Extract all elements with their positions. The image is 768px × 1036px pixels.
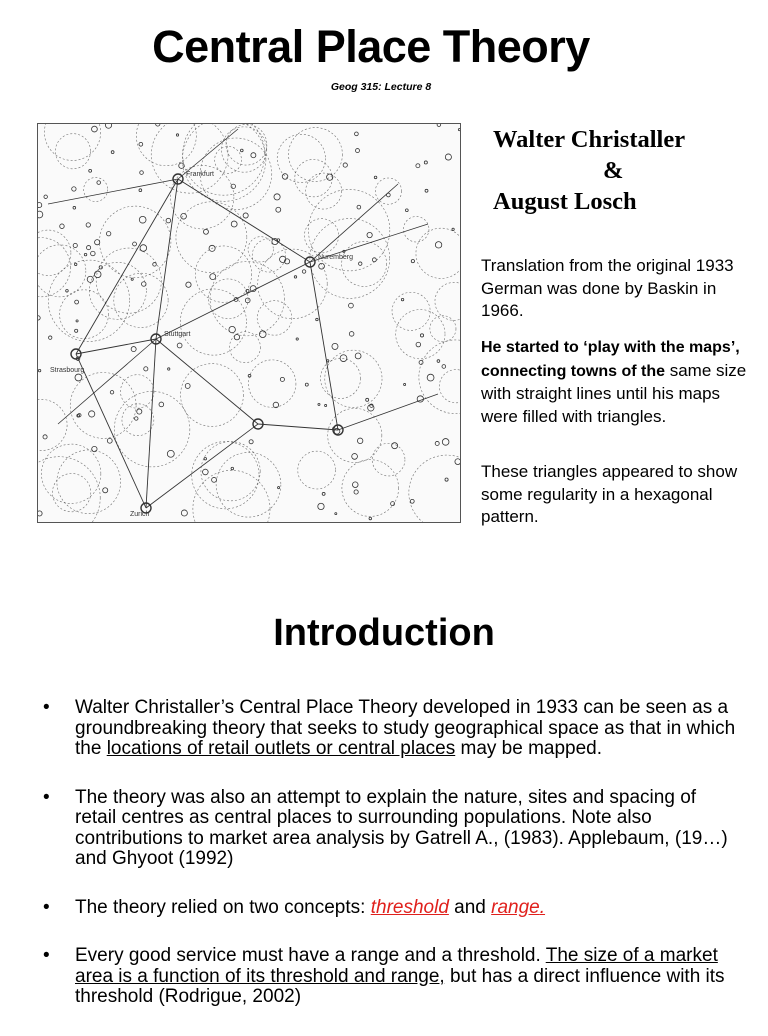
town-marker	[354, 490, 358, 494]
town-marker	[66, 290, 69, 293]
lecture-subtitle: Geog 315: Lecture 8	[330, 81, 432, 93]
ampersand: &	[603, 157, 624, 184]
town-marker	[343, 163, 347, 167]
bullet-symbol: •	[43, 945, 50, 966]
town-marker	[176, 134, 178, 136]
bullet-4-text: Every good service must have a range and a threshold.	[75, 945, 546, 966]
town-marker	[455, 459, 460, 465]
market-area-ring	[325, 350, 382, 407]
town-marker	[141, 282, 146, 287]
town-marker	[452, 228, 454, 230]
market-area-ring	[52, 473, 90, 511]
bullet-symbol: •	[43, 786, 50, 808]
town-marker	[86, 223, 90, 227]
town-marker	[372, 258, 376, 262]
map-city-label: Nuremberg	[318, 254, 354, 261]
town-marker	[73, 206, 76, 209]
town-marker	[212, 477, 217, 482]
town-marker	[318, 403, 320, 405]
map-city-label: Frankfurt	[186, 171, 215, 178]
town-marker	[106, 231, 110, 235]
market-area-ring	[192, 442, 259, 509]
town-marker	[177, 343, 182, 348]
term-threshold: threshold	[370, 896, 449, 918]
author-losch: August Losch	[493, 188, 637, 215]
town-marker	[38, 316, 40, 320]
network-arrow	[338, 394, 438, 430]
market-area-ring	[416, 228, 460, 278]
town-marker	[75, 329, 78, 332]
town-marker	[44, 195, 47, 198]
town-marker	[437, 124, 441, 127]
network-arrow	[58, 339, 156, 424]
side-paragraph-translation	[481, 255, 751, 323]
town-marker	[72, 187, 76, 191]
town-marker	[302, 270, 305, 273]
market-area-ring	[277, 134, 325, 182]
town-marker	[305, 383, 308, 386]
town-marker	[111, 151, 114, 154]
town-marker	[368, 405, 374, 411]
side-text-3: These triangles appeared to show some regularity in a hexagonal pattern.	[481, 462, 738, 526]
town-marker	[355, 353, 361, 359]
bullet-item	[0, 898, 768, 919]
market-area-ring	[176, 202, 247, 273]
market-area-ring	[396, 310, 445, 359]
market-area-ring	[44, 124, 100, 160]
network-arrow	[48, 179, 178, 204]
connection-line	[156, 339, 258, 424]
side-text-2	[481, 336, 751, 428]
town-marker	[445, 478, 448, 481]
bullet-3-and: and	[448, 896, 492, 918]
market-area-ring	[38, 457, 100, 522]
market-area-ring	[221, 127, 266, 172]
market-area-ring	[304, 219, 338, 253]
town-marker	[349, 303, 354, 308]
market-area-ring	[439, 370, 460, 403]
town-marker	[92, 446, 97, 451]
town-marker	[410, 499, 414, 503]
town-marker	[139, 189, 142, 192]
town-marker	[231, 184, 235, 188]
town-marker	[355, 132, 359, 136]
town-marker	[442, 365, 446, 369]
connection-line	[146, 424, 258, 508]
market-area-ring	[114, 273, 168, 327]
town-marker	[168, 368, 170, 370]
town-marker	[181, 510, 187, 516]
market-area-ring	[55, 134, 90, 169]
town-marker	[435, 441, 439, 445]
town-marker	[203, 469, 209, 475]
town-marker	[181, 213, 187, 219]
town-marker	[374, 176, 377, 179]
town-marker	[240, 149, 243, 152]
connection-line	[76, 179, 178, 354]
town-marker	[139, 216, 146, 223]
bullet-3-text: The theory relied on two concepts:	[75, 896, 371, 918]
town-marker	[131, 278, 133, 280]
town-marker	[340, 355, 347, 362]
connection-line	[76, 354, 146, 508]
town-marker	[156, 124, 160, 126]
connection-line	[156, 179, 178, 339]
bullet-item	[0, 698, 768, 760]
town-marker	[89, 169, 92, 172]
town-marker	[167, 450, 174, 457]
town-marker	[234, 334, 239, 339]
town-marker	[276, 207, 281, 212]
town-marker	[352, 454, 358, 460]
market-area-ring	[248, 360, 295, 407]
introduction-heading: Introduction	[273, 612, 495, 654]
town-marker	[231, 467, 234, 470]
side-paragraph-hexagon	[481, 461, 751, 529]
town-marker	[322, 492, 325, 495]
market-area-ring	[201, 442, 260, 501]
town-marker	[38, 369, 40, 371]
central-place-map-image	[37, 123, 461, 523]
market-area-ring	[38, 230, 71, 275]
town-marker	[89, 411, 95, 417]
town-marker	[186, 282, 191, 287]
town-marker	[357, 438, 362, 443]
town-marker	[107, 438, 112, 443]
town-marker	[245, 298, 250, 303]
bullet-item	[0, 788, 768, 870]
bullet-1-text: Walter Christaller’s Central Place Theory developed in 1933 can be seen as a groundbreaking theory that seeks to study geographical space as that in which the	[75, 697, 736, 759]
market-area-ring	[195, 246, 251, 302]
bullet-symbol: •	[43, 697, 50, 718]
market-area-ring	[181, 364, 244, 427]
author-christaller: Walter Christaller	[493, 126, 686, 153]
connection-line	[258, 424, 338, 430]
market-area-ring	[321, 358, 361, 398]
town-marker	[251, 153, 256, 158]
town-marker	[87, 246, 91, 250]
market-area-ring	[288, 128, 342, 182]
town-marker	[335, 513, 337, 515]
town-marker	[75, 263, 77, 265]
market-area-ring	[84, 177, 108, 201]
market-area-ring	[60, 290, 109, 339]
town-marker	[38, 511, 42, 516]
town-marker	[75, 374, 82, 381]
town-marker	[185, 384, 190, 389]
bullet-3-period: .	[539, 896, 546, 918]
slide-title: Central Place Theory	[152, 21, 590, 72]
bullet-symbol: •	[43, 896, 50, 918]
town-marker	[231, 221, 237, 227]
map-city-label: Strasbourg	[50, 367, 85, 374]
market-area-ring	[57, 450, 121, 514]
town-marker	[249, 440, 253, 444]
town-marker	[95, 240, 100, 245]
town-marker	[274, 194, 280, 200]
town-marker	[144, 367, 148, 371]
town-marker	[319, 263, 325, 269]
town-marker	[294, 276, 296, 278]
market-area-ring	[70, 372, 136, 438]
town-marker	[87, 276, 93, 282]
market-area-ring	[48, 260, 129, 341]
town-marker	[401, 298, 403, 300]
town-marker	[229, 326, 235, 332]
connection-line	[178, 179, 310, 262]
side-text-2-bold: He started to ‘play with the maps’, connecting towns of the	[481, 339, 740, 380]
town-marker	[38, 203, 42, 208]
town-marker	[458, 129, 460, 131]
market-area-ring	[136, 124, 196, 166]
town-marker	[435, 242, 441, 248]
town-marker	[133, 242, 137, 246]
side-text-2-rest: same size with straight lines until his maps were filled with triangles.	[481, 360, 747, 426]
town-marker	[110, 391, 113, 394]
town-marker	[282, 174, 288, 180]
town-marker	[210, 274, 216, 280]
town-marker	[325, 404, 327, 406]
town-marker	[437, 360, 440, 363]
town-marker	[243, 213, 248, 218]
town-marker	[204, 457, 206, 459]
connection-line	[146, 339, 156, 508]
connection-line	[310, 262, 338, 430]
market-area-ring	[248, 237, 273, 262]
town-marker	[105, 124, 111, 128]
town-marker	[153, 263, 157, 267]
authors-block	[493, 124, 753, 217]
town-marker	[97, 181, 101, 185]
market-area-ring	[193, 470, 270, 522]
town-marker	[94, 271, 101, 278]
town-marker	[367, 232, 372, 237]
side-paragraph-maps	[481, 336, 751, 428]
town-marker	[131, 347, 136, 352]
map-city-label: Stuttgart	[164, 331, 191, 338]
town-marker	[416, 342, 421, 347]
town-marker	[332, 343, 338, 349]
town-marker	[424, 161, 427, 164]
town-marker	[84, 253, 87, 256]
town-marker	[203, 229, 208, 234]
town-marker	[425, 189, 428, 192]
town-marker	[356, 149, 360, 153]
market-area-ring	[342, 460, 399, 517]
bullet-item	[0, 946, 768, 1008]
town-marker	[92, 126, 98, 132]
town-marker	[427, 374, 434, 381]
connection-line	[156, 262, 310, 339]
town-marker	[416, 164, 420, 168]
town-marker	[366, 398, 369, 401]
town-marker	[134, 417, 138, 421]
market-area-ring	[151, 124, 228, 193]
town-marker	[49, 336, 52, 339]
town-marker	[278, 487, 280, 489]
bullet-4-end: but has a direct influence with its threshold (Rodrigue, 2002)	[75, 965, 725, 1007]
map-city-label: Zurich	[130, 511, 150, 518]
town-marker	[405, 209, 408, 212]
town-marker	[369, 517, 372, 520]
town-marker	[420, 334, 423, 337]
market-area-ring	[435, 282, 460, 320]
market-area-ring	[306, 173, 342, 209]
town-marker	[442, 439, 449, 446]
town-marker	[349, 332, 354, 337]
town-marker	[318, 503, 324, 509]
map-drawing	[38, 124, 460, 522]
town-marker	[75, 300, 79, 304]
town-marker	[60, 224, 64, 228]
town-marker	[179, 163, 184, 168]
town-marker	[316, 318, 318, 320]
town-marker	[139, 142, 143, 146]
market-area-ring	[208, 279, 248, 319]
market-area-ring	[403, 217, 428, 242]
town-marker	[140, 245, 147, 252]
town-marker	[159, 402, 164, 407]
town-marker	[296, 338, 298, 340]
town-marker	[411, 259, 414, 262]
town-marker	[445, 154, 451, 160]
town-marker	[359, 262, 362, 265]
town-marker	[327, 174, 333, 180]
town-marker	[137, 409, 142, 414]
market-area-ring	[298, 451, 336, 489]
term-range: range	[491, 896, 540, 918]
town-marker	[166, 218, 171, 223]
market-area-ring	[210, 262, 284, 336]
market-area-ring	[120, 375, 153, 408]
market-area-ring	[430, 316, 456, 342]
town-marker	[352, 482, 358, 488]
market-area-ring	[409, 455, 460, 522]
town-marker	[259, 331, 266, 338]
town-marker	[43, 435, 47, 439]
market-area-ring	[38, 399, 67, 450]
town-marker	[404, 383, 406, 385]
market-area-ring	[372, 443, 405, 476]
town-marker	[73, 243, 77, 247]
town-marker	[76, 320, 78, 322]
side-text-1: Translation from the original 1933 German was done by Baskin in 1966.	[481, 256, 734, 320]
market-area-ring	[342, 241, 387, 286]
town-marker	[280, 377, 284, 381]
town-marker	[38, 211, 43, 218]
town-marker	[357, 205, 361, 209]
town-marker	[140, 171, 144, 175]
market-area-ring	[216, 452, 281, 517]
bullet-1-underlined: locations of retail outlets or central places	[106, 738, 456, 759]
bullet-4-underlined: The size of a market area is a function of its threshold and range,	[75, 945, 718, 987]
introduction-bullets	[0, 698, 768, 1036]
market-area-ring	[38, 238, 71, 297]
bullet-1-end: may be mapped.	[455, 738, 603, 759]
town-marker	[103, 488, 108, 493]
town-marker	[91, 251, 96, 256]
bullet-2-text: The theory was also an attempt to explain the nature, sites and spacing of retail centres as central places to surrounding populations. Note also contributions to market area analysis by Gatrell A., (1983). Applebaum, (19…) and Ghyoot (1992)	[75, 786, 728, 869]
